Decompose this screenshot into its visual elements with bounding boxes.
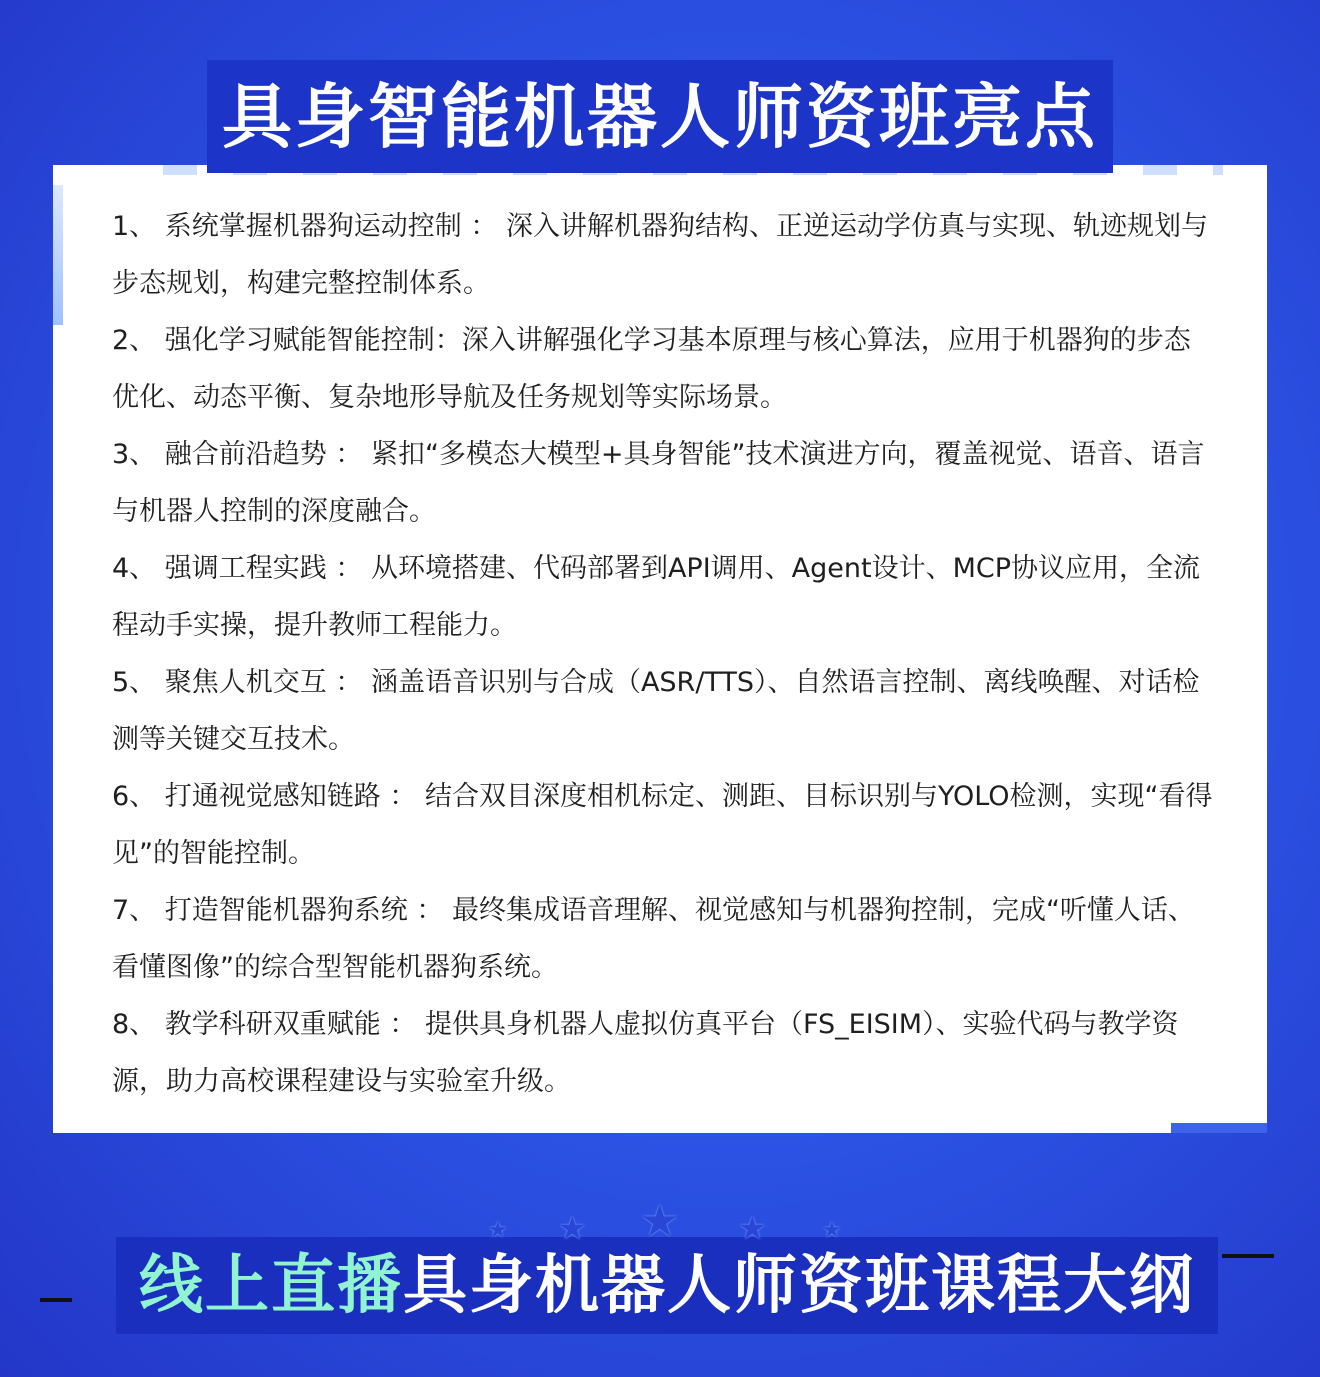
- card-accent-bottom: [1171, 1123, 1267, 1133]
- item-text: 强化学习赋能智能控制：深入讲解强化学习基本原理与核心算法，应用于机器狗的步态优化、动态平衡、复杂地形导航及任务规划等实际场景。: [112, 325, 1191, 413]
- item-text: 教学科研双重赋能 ： 提供具身机器人虚拟仿真平台（FS_EISIM）、实验代码与教学资源，助力高校课程建设与实验室升级。: [112, 1009, 1179, 1097]
- highlight-item-4: [112, 540, 1214, 654]
- star-icon: ★: [558, 1209, 587, 1247]
- highlight-item-8: [112, 996, 1214, 1110]
- highlight-list: [112, 198, 1214, 1110]
- item-number: 8、: [112, 1009, 157, 1040]
- item-number: 3、: [112, 439, 157, 470]
- item-number: 7、: [112, 895, 157, 926]
- star-icon: ★: [488, 1218, 508, 1243]
- star-icon: ★: [640, 1196, 680, 1247]
- highlight-item-1: [112, 198, 1214, 312]
- footer-highlight-text: 线上直播: [139, 1248, 403, 1323]
- item-number: 6、: [112, 781, 157, 812]
- highlights-card: [53, 165, 1267, 1133]
- item-number: 5、: [112, 667, 157, 698]
- item-text: 打造智能机器狗系统 ： 最终集成语音理解、视觉感知与机器狗控制，完成“听懂人话、看懂图像”的综合型智能机器狗系统。: [112, 895, 1195, 983]
- star-icon: ★: [822, 1218, 842, 1243]
- footer-rest-text: 具身机器人师资班课程大纲: [403, 1248, 1195, 1323]
- footer-title: [139, 1248, 1195, 1323]
- item-text: 强调工程实践 ： 从环境搭建、代码部署到API调用、Agent设计、MCP协议应用，全流程动手实操，提升教师工程能力。: [112, 553, 1201, 641]
- card-accent-left: [53, 185, 63, 325]
- highlight-item-2: [112, 312, 1214, 426]
- stars-decoration: [480, 1196, 860, 1256]
- item-text: 打通视觉感知链路 ： 结合双目深度相机标定、测距、目标识别与YOLO检测，实现“看得见”的智能控制。: [112, 781, 1213, 869]
- highlight-item-6: [112, 768, 1214, 882]
- highlight-item-3: [112, 426, 1214, 540]
- deco-line-left: [40, 1298, 72, 1302]
- item-text: 聚焦人机交互 ： 涵盖语音识别与合成（ASR/TTS）、自然语言控制、离线唤醒、对话检测等关键交互技术。: [112, 667, 1200, 755]
- highlight-item-5: [112, 654, 1214, 768]
- header-banner: [207, 60, 1113, 173]
- item-number: 4、: [112, 553, 157, 584]
- item-number: 1、: [112, 211, 157, 242]
- star-icon: ★: [738, 1209, 767, 1247]
- item-text: 系统掌握机器狗运动控制 ： 深入讲解机器狗结构、正逆运动学仿真与实现、轨迹规划与步态规划，构建完整控制体系。: [112, 211, 1208, 299]
- deco-line-right: [1222, 1254, 1274, 1258]
- item-text: 融合前沿趋势 ： 紧扣“多模态大模型+具身智能”技术演进方向，覆盖视觉、语音、语言与机器人控制的深度融合。: [112, 439, 1205, 527]
- page-title: 具身智能机器人师资班亮点: [222, 75, 1098, 158]
- highlight-item-7: [112, 882, 1214, 996]
- item-number: 2、: [112, 325, 157, 356]
